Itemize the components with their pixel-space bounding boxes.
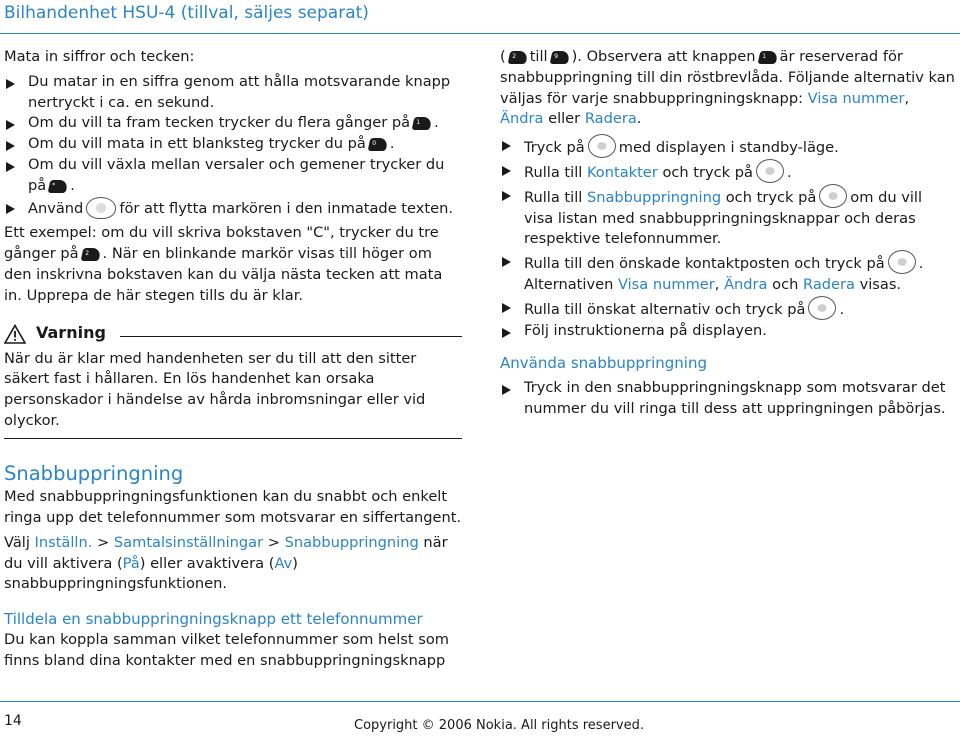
bullet-icon [502,191,511,201]
speed-dial-intro: Med snabbuppringningsfunktionen kan du snabbt och enkelt ringa upp det telefonnummer som motsvarar en siffertangent. [4,488,462,527]
list-item: Tryck på med displayen i standby-läge. [500,134,955,159]
option-radera: Radera [584,110,637,128]
warning-divider [120,336,462,338]
footer-divider [0,701,960,702]
select-key-icon [756,159,784,183]
option-visa-nummer: Visa nummer [807,89,905,107]
list-item: Tryck in den snabbuppringningsknapp som motsvarar det nummer du vill ringa till dess att uppringningen påbörjas. [500,378,955,420]
bullet-icon [502,328,511,338]
menu-link-samtalsinstallningar: Samtalsinställningar [113,533,264,551]
bullet-icon [6,120,15,130]
bullet-icon [502,257,511,267]
menu-link-kontakter: Kontakter [586,163,658,181]
input-bullet-list [4,72,462,220]
key-1-icon [757,51,778,64]
example-paragraph: Ett exempel: om du vill skriva bokstaven "C", trycker du tre gånger på2 . När en blinkande markör visas till höger om den inskrivna bokstaven kan du välja nästa tecken att mata in. Upprepa de här stegen tills du är klar. [4,223,462,306]
bullet-icon [502,141,511,151]
bullet-icon [6,204,15,214]
list-item: Använd för att flytta markören i den inmatade texten. [4,197,462,220]
option-av: Av [274,554,293,572]
option-andra: Ändra [500,110,544,128]
select-key-icon [888,250,916,274]
list-item: Om du vill ta fram tecken trycker du flera gånger på1 . [4,113,462,134]
list-item: Rulla till Snabbuppringning och tryck på om du vill visa listan med snabbuppringningsknappar och deras respektive telefonnummer. [500,184,955,250]
navigation-key-icon [588,134,616,158]
copyright-notice: Copyright © 2006 Nokia. All rights reserved. [354,718,644,733]
bullet-icon [502,303,511,313]
select-key-icon [808,296,836,320]
bullet-icon [502,166,511,176]
use-speed-dial-heading: Använda snabbuppringning [500,354,707,373]
assign-heading: Tilldela en snabbuppringningsknapp ett telefonnummer [4,610,423,629]
warning-header [4,321,462,347]
key-2-icon [507,51,528,64]
speed-dial-menu-path: Välj Inställn. > Samtalsinställningar > Snabbuppringning när du vill aktivera (På) eller avaktivera (Av) snabbuppringningsfunktionen. [4,533,448,593]
page-header-title: Bilhandenhet HSU-4 (tillval, säljes separat) [4,3,369,23]
right-column [500,47,955,420]
list-item: Om du vill växla mellan versaler och gemener trycker du på* . [4,155,462,197]
assign-continued: (2 till9 ). Observera att knappen1 är reserverad för snabbuppringning till din röstbrevlåda. Följande alternativ kan väljas för varje snabbuppringningsknapp: Visa nummer, Ändra eller Radera. [500,47,955,130]
key-2-icon [80,248,101,261]
input-intro: Mata in siffror och tecken: [4,48,195,65]
use-list [500,378,955,420]
bullet-icon [502,385,511,395]
key-1-icon [412,117,433,130]
page-number: 14 [4,713,22,729]
select-key-icon [819,184,847,208]
list-item: Du matar in en siffra genom att hålla motsvarande knapp nertryckt i ca. en sekund. [4,72,462,114]
warning-triangle-icon [4,324,26,344]
bullet-icon [6,162,15,172]
left-column [4,47,462,672]
menu-link-snabbuppringning: Snabbuppringning [586,188,722,206]
key-9-icon [549,51,570,64]
warning-box [4,321,462,440]
list-item: Följ instruktionerna på displayen. [500,321,955,342]
warning-body: När du är klar med handenheten ser du till att den sitter säkert fast i hållaren. En lös handenhet kan orsaka personskador i händelse av hårda inbromsningar eller vid olyckor. [4,349,426,429]
key-star-icon [48,180,69,193]
steps-list [500,134,955,341]
list-item: Rulla till Kontakter och tryck på . [500,159,955,184]
option-visa-nummer: Visa nummer [617,275,715,293]
bullet-icon [6,141,15,151]
option-pa: På [122,554,140,572]
list-item: Rulla till den önskade kontaktposten och tryck på . Alternativen Visa nummer, Ändra och Radera visas. [500,250,955,296]
bullet-icon [6,79,15,89]
assign-paragraph: Du kan koppla samman vilket telefonnummer som helst som finns bland dina kontakter med en snabbuppringningsknapp [4,631,449,669]
list-item: Om du vill mata in ett blanksteg trycker du på0 . [4,134,462,155]
option-radera: Radera [803,275,855,293]
navigation-key-icon [86,197,116,219]
speed-dial-heading: Snabbuppringning [4,462,184,486]
key-0-icon [367,138,388,151]
warning-title: Varning [36,323,106,343]
option-andra: Ändra [724,275,768,293]
menu-link-snabbuppringning: Snabbuppringning [284,533,419,551]
menu-link-installn: Inställn. [34,533,93,551]
warning-bottom-divider [4,438,462,440]
header-divider [0,33,960,34]
list-item: Rulla till önskat alternativ och tryck på . [500,296,955,321]
